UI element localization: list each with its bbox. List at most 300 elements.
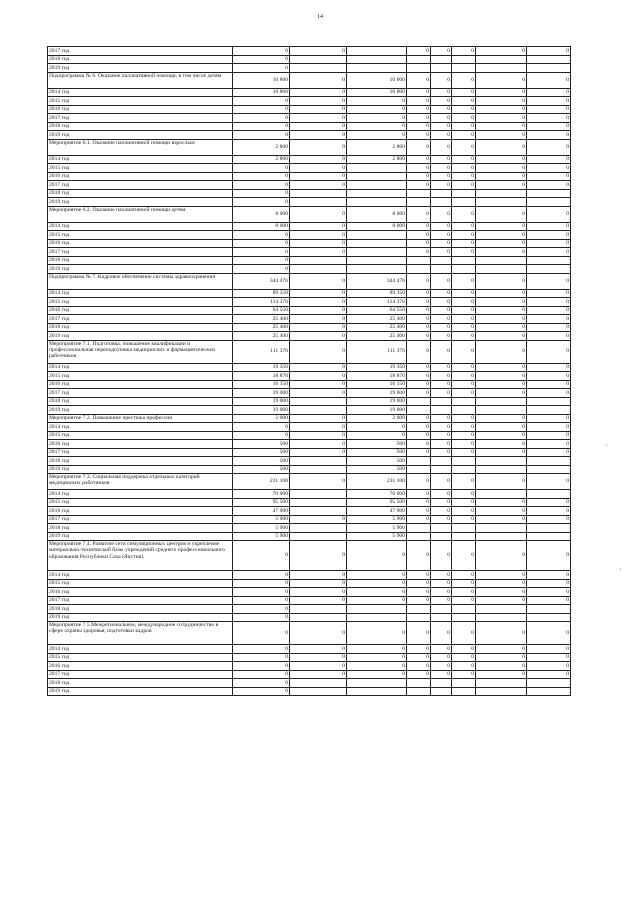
table-row — [48, 88, 571, 97]
value-cell: 0 — [233, 645, 290, 654]
value-cell: 0 — [452, 72, 476, 88]
value-cell: 0 — [407, 72, 431, 88]
table-row — [48, 670, 571, 679]
row-label: Мероприятие 7.3. Социальная поддержка отдельных категорий медицинских работников — [48, 474, 233, 490]
row-label: 2017 год — [48, 515, 233, 524]
value-cell — [527, 406, 571, 415]
value-cell: 16 150 — [233, 380, 290, 389]
value-cell: 0 — [431, 579, 452, 588]
value-cell — [290, 613, 347, 622]
value-cell: 0 — [290, 323, 347, 332]
value-cell: 0 — [476, 239, 527, 248]
row-label: 2014 год — [48, 363, 233, 372]
value-cell: 0 — [233, 164, 290, 173]
value-cell: 25 400 — [233, 332, 290, 341]
value-cell: 19 350 — [347, 363, 407, 372]
value-cell: 0 — [431, 315, 452, 324]
table-row — [48, 524, 571, 533]
value-cell — [407, 613, 431, 622]
value-cell — [452, 679, 476, 688]
table-row — [48, 622, 571, 645]
value-cell — [347, 198, 407, 207]
value-cell: 0 — [527, 389, 571, 398]
value-cell: 0 — [290, 588, 347, 597]
value-cell: 25 400 — [233, 315, 290, 324]
value-cell — [431, 524, 452, 533]
value-cell — [407, 524, 431, 533]
row-label: 2014 год — [48, 88, 233, 97]
value-cell: 0 — [527, 222, 571, 231]
value-cell: 0 — [476, 122, 527, 131]
row-label: 2015 год — [48, 653, 233, 662]
value-cell: 0 — [527, 498, 571, 507]
value-cell: 0 — [290, 97, 347, 106]
value-cell: 0 — [476, 431, 527, 440]
row-label: 2014 год — [48, 155, 233, 164]
value-cell — [452, 55, 476, 64]
value-cell: 0 — [476, 72, 527, 88]
value-cell: 0 — [476, 105, 527, 114]
row-label: Мероприятие 7.2. Повышение престижа профессии — [48, 414, 233, 423]
row-label: Подпрограмма № 6. Оказание паллиативной помощи, в том числе детям — [48, 72, 233, 88]
value-cell: 0 — [452, 645, 476, 654]
value-cell: 0 — [290, 248, 347, 257]
budget-table — [47, 46, 571, 696]
value-cell: 0 — [527, 164, 571, 173]
value-cell — [407, 605, 431, 614]
value-cell — [431, 613, 452, 622]
value-cell: 0 — [527, 507, 571, 516]
value-cell — [347, 605, 407, 614]
value-cell: 0 — [431, 248, 452, 257]
table-row — [48, 490, 571, 499]
value-cell: 19 000 — [233, 397, 290, 406]
table-row — [48, 122, 571, 131]
value-cell: 0 — [233, 97, 290, 106]
value-cell: 0 — [452, 340, 476, 363]
value-cell: 0 — [407, 490, 431, 499]
value-cell: 0 — [290, 474, 347, 490]
value-cell: 0 — [407, 372, 431, 381]
value-cell: 0 — [431, 97, 452, 106]
value-cell: 5 900 — [347, 532, 407, 541]
value-cell — [476, 189, 527, 198]
value-cell: 19 000 — [347, 389, 407, 398]
row-label: 2019 год — [48, 332, 233, 341]
margin-mark: , — [620, 565, 622, 571]
value-cell: 0 — [527, 131, 571, 140]
value-cell: 0 — [290, 332, 347, 341]
value-cell: 0 — [476, 423, 527, 432]
value-cell — [290, 507, 347, 516]
value-cell — [431, 605, 452, 614]
value-cell — [407, 198, 431, 207]
value-cell: 0 — [407, 248, 431, 257]
value-cell: 0 — [407, 222, 431, 231]
value-cell: 0 — [407, 588, 431, 597]
value-cell: 500 — [233, 465, 290, 474]
value-cell: 0 — [431, 239, 452, 248]
value-cell — [290, 457, 347, 466]
value-cell: 8 000 — [233, 222, 290, 231]
row-label: 2018 год — [48, 256, 233, 265]
value-cell: 0 — [290, 239, 347, 248]
value-cell: 0 — [476, 414, 527, 423]
table-row — [48, 105, 571, 114]
value-cell — [527, 55, 571, 64]
value-cell: 89 350 — [233, 289, 290, 298]
row-label: 2015 год — [48, 164, 233, 173]
value-cell: 0 — [431, 431, 452, 440]
table-row — [48, 155, 571, 164]
row-label: 2014 год — [48, 645, 233, 654]
value-cell: 0 — [233, 588, 290, 597]
value-cell: 500 — [347, 448, 407, 457]
value-cell: 0 — [452, 440, 476, 449]
table-row — [48, 431, 571, 440]
value-cell: 0 — [407, 670, 431, 679]
value-cell: 0 — [476, 181, 527, 190]
value-cell: 0 — [407, 448, 431, 457]
row-label: Мероприятие 7.5 Межрегиональное, международное сотрудничество в сфере охраны здоровья, подготовки кадров — [48, 622, 233, 645]
table-row — [48, 440, 571, 449]
value-cell: 0 — [476, 588, 527, 597]
value-cell: 0 — [233, 64, 290, 73]
value-cell: 0 — [452, 131, 476, 140]
value-cell — [290, 490, 347, 499]
value-cell: 0 — [452, 97, 476, 106]
value-cell — [452, 687, 476, 696]
value-cell — [527, 605, 571, 614]
table-row — [48, 380, 571, 389]
value-cell: 0 — [290, 155, 347, 164]
value-cell: 0 — [527, 645, 571, 654]
value-cell: 2 800 — [233, 139, 290, 155]
table-row — [48, 363, 571, 372]
value-cell: 0 — [407, 323, 431, 332]
value-cell — [527, 256, 571, 265]
value-cell: 0 — [476, 372, 527, 381]
row-label: Мероприятие 6.2. Оказание паллиативной помощи детям — [48, 206, 233, 222]
value-cell — [290, 189, 347, 198]
value-cell: 0 — [452, 47, 476, 56]
value-cell: 0 — [452, 323, 476, 332]
value-cell: 0 — [476, 97, 527, 106]
table-row — [48, 323, 571, 332]
value-cell: 0 — [290, 206, 347, 222]
value-cell: 0 — [452, 448, 476, 457]
value-cell: 0 — [476, 440, 527, 449]
value-cell: 0 — [452, 239, 476, 248]
value-cell: 2 000 — [233, 414, 290, 423]
value-cell: 0 — [431, 414, 452, 423]
value-cell: 0 — [476, 474, 527, 490]
value-cell — [527, 613, 571, 622]
value-cell: 0 — [452, 498, 476, 507]
value-cell: 0 — [527, 139, 571, 155]
value-cell: 0 — [290, 114, 347, 123]
value-cell — [476, 198, 527, 207]
value-cell — [527, 64, 571, 73]
value-cell: 0 — [527, 47, 571, 56]
value-cell: 0 — [452, 88, 476, 97]
value-cell: 0 — [527, 372, 571, 381]
value-cell: 0 — [290, 139, 347, 155]
value-cell: 0 — [527, 105, 571, 114]
value-cell: 0 — [407, 440, 431, 449]
value-cell: 0 — [431, 88, 452, 97]
table-row — [48, 687, 571, 696]
value-cell — [290, 605, 347, 614]
row-label: Подпрограмма № 7. Кадровое обеспечение системы здравоохранения — [48, 273, 233, 289]
value-cell — [431, 256, 452, 265]
value-cell: 0 — [527, 114, 571, 123]
value-cell: 0 — [452, 431, 476, 440]
row-label: 2014 год — [48, 423, 233, 432]
value-cell: 0 — [431, 306, 452, 315]
value-cell: 0 — [476, 139, 527, 155]
table-row — [48, 423, 571, 432]
value-cell: 0 — [290, 389, 347, 398]
value-cell — [407, 679, 431, 688]
value-cell: 0 — [431, 164, 452, 173]
table-row — [48, 306, 571, 315]
table-row — [48, 72, 571, 88]
value-cell: 0 — [407, 498, 431, 507]
value-cell: 0 — [290, 172, 347, 181]
row-label: 2016 год — [48, 380, 233, 389]
row-label: 2015 год — [48, 498, 233, 507]
value-cell: 0 — [527, 380, 571, 389]
value-cell: 344 476 — [233, 273, 290, 289]
value-cell: 10 800 — [347, 72, 407, 88]
value-cell: 0 — [476, 645, 527, 654]
value-cell: 0 — [233, 114, 290, 123]
value-cell: 0 — [290, 47, 347, 56]
row-label: 2016 год — [48, 662, 233, 671]
value-cell: 0 — [452, 515, 476, 524]
value-cell: 2 800 — [347, 139, 407, 155]
value-cell — [431, 679, 452, 688]
value-cell: 0 — [407, 431, 431, 440]
value-cell — [290, 198, 347, 207]
value-cell — [347, 248, 407, 257]
value-cell: 0 — [233, 613, 290, 622]
value-cell: 0 — [527, 239, 571, 248]
value-cell: 0 — [407, 273, 431, 289]
value-cell — [431, 397, 452, 406]
value-cell: 25 400 — [347, 323, 407, 332]
value-cell — [476, 613, 527, 622]
value-cell: 0 — [431, 139, 452, 155]
row-label: 2018 год — [48, 189, 233, 198]
value-cell — [527, 490, 571, 499]
row-label: 2017 год — [48, 47, 233, 56]
value-cell: 0 — [407, 571, 431, 580]
value-cell: 500 — [233, 448, 290, 457]
value-cell: 0 — [347, 622, 407, 645]
value-cell: 0 — [407, 645, 431, 654]
value-cell: 0 — [233, 687, 290, 696]
value-cell: 500 — [347, 440, 407, 449]
value-cell: 0 — [233, 189, 290, 198]
value-cell — [527, 465, 571, 474]
value-cell: 0 — [347, 588, 407, 597]
value-cell — [290, 397, 347, 406]
value-cell: 0 — [452, 579, 476, 588]
row-label: 2019 год — [48, 64, 233, 73]
value-cell: 0 — [407, 289, 431, 298]
value-cell: 0 — [233, 605, 290, 614]
value-cell: 0 — [527, 440, 571, 449]
value-cell: 0 — [527, 289, 571, 298]
row-label: 2017 год — [48, 248, 233, 257]
value-cell: 0 — [431, 423, 452, 432]
value-cell: 344 476 — [347, 273, 407, 289]
value-cell: 0 — [233, 122, 290, 131]
value-cell: 0 — [233, 239, 290, 248]
value-cell: 0 — [431, 172, 452, 181]
value-cell — [431, 55, 452, 64]
value-cell — [347, 47, 407, 56]
table-row — [48, 532, 571, 541]
value-cell: 0 — [452, 541, 476, 571]
value-cell: 0 — [290, 579, 347, 588]
value-cell: 0 — [431, 222, 452, 231]
value-cell — [476, 55, 527, 64]
value-cell — [452, 457, 476, 466]
value-cell — [407, 55, 431, 64]
value-cell: 0 — [407, 105, 431, 114]
value-cell: 0 — [407, 423, 431, 432]
table-row — [48, 397, 571, 406]
value-cell: 0 — [431, 72, 452, 88]
table-row — [48, 448, 571, 457]
value-cell: 0 — [527, 448, 571, 457]
value-cell: 0 — [527, 579, 571, 588]
value-cell: 0 — [527, 181, 571, 190]
margin-mark: , — [606, 441, 608, 447]
value-cell: 10 800 — [233, 88, 290, 97]
value-cell: 0 — [527, 206, 571, 222]
value-cell: 0 — [476, 498, 527, 507]
value-cell: 0 — [233, 131, 290, 140]
value-cell: 0 — [431, 571, 452, 580]
value-cell — [431, 687, 452, 696]
value-cell: 111 376 — [233, 340, 290, 363]
value-cell — [290, 524, 347, 533]
value-cell: 0 — [407, 474, 431, 490]
table-row — [48, 507, 571, 516]
value-cell: 0 — [527, 653, 571, 662]
value-cell: 0 — [452, 653, 476, 662]
value-cell: 89 350 — [347, 289, 407, 298]
value-cell — [347, 172, 407, 181]
value-cell: 0 — [527, 622, 571, 645]
value-cell: 0 — [290, 72, 347, 88]
value-cell: 0 — [290, 315, 347, 324]
row-label: 2017 год — [48, 315, 233, 324]
row-label: 2018 год — [48, 679, 233, 688]
value-cell: 0 — [452, 596, 476, 605]
row-label: 2018 год — [48, 524, 233, 533]
value-cell: 114 376 — [233, 298, 290, 307]
value-cell: 0 — [290, 164, 347, 173]
value-cell: 0 — [476, 389, 527, 398]
value-cell: 0 — [233, 653, 290, 662]
value-cell: 0 — [431, 645, 452, 654]
value-cell — [476, 532, 527, 541]
row-label: 2015 год — [48, 298, 233, 307]
value-cell: 0 — [290, 363, 347, 372]
value-cell — [452, 605, 476, 614]
value-cell: 0 — [527, 571, 571, 580]
value-cell: 0 — [290, 571, 347, 580]
value-cell: 0 — [452, 622, 476, 645]
value-cell: 0 — [233, 622, 290, 645]
value-cell: 0 — [431, 448, 452, 457]
value-cell: 111 376 — [347, 340, 407, 363]
row-label: 2019 год — [48, 613, 233, 622]
value-cell — [347, 189, 407, 198]
value-cell: 0 — [452, 181, 476, 190]
value-cell: 0 — [431, 490, 452, 499]
row-label: 2017 год — [48, 181, 233, 190]
value-cell: 19 000 — [347, 397, 407, 406]
value-cell: 64 550 — [347, 306, 407, 315]
value-cell: 0 — [431, 588, 452, 597]
value-cell — [527, 532, 571, 541]
value-cell: 0 — [347, 423, 407, 432]
value-cell: 0 — [527, 588, 571, 597]
value-cell: 8 000 — [233, 206, 290, 222]
row-label: 2019 год — [48, 198, 233, 207]
value-cell: 0 — [527, 248, 571, 257]
table-row — [48, 206, 571, 222]
value-cell: 0 — [407, 88, 431, 97]
value-cell — [407, 64, 431, 73]
value-cell: 114 376 — [347, 298, 407, 307]
value-cell: 0 — [290, 298, 347, 307]
value-cell: 0 — [527, 172, 571, 181]
value-cell: 0 — [527, 298, 571, 307]
table-row — [48, 114, 571, 123]
row-label: 2016 год — [48, 440, 233, 449]
value-cell: 25 400 — [347, 315, 407, 324]
table-row — [48, 340, 571, 363]
value-cell — [347, 687, 407, 696]
value-cell: 0 — [476, 622, 527, 645]
value-cell: 0 — [407, 172, 431, 181]
value-cell: 0 — [407, 122, 431, 131]
value-cell — [527, 189, 571, 198]
value-cell: 0 — [527, 332, 571, 341]
value-cell: 0 — [452, 248, 476, 257]
value-cell: 500 — [347, 465, 407, 474]
value-cell: 0 — [527, 670, 571, 679]
value-cell: 0 — [452, 389, 476, 398]
value-cell: 18 876 — [233, 372, 290, 381]
row-label: 2019 год — [48, 265, 233, 274]
value-cell: 0 — [452, 490, 476, 499]
value-cell: 0 — [527, 340, 571, 363]
table-row — [48, 332, 571, 341]
value-cell: 0 — [527, 431, 571, 440]
value-cell: 0 — [290, 88, 347, 97]
value-cell: 5 900 — [233, 524, 290, 533]
table-row — [48, 653, 571, 662]
value-cell: 0 — [452, 372, 476, 381]
